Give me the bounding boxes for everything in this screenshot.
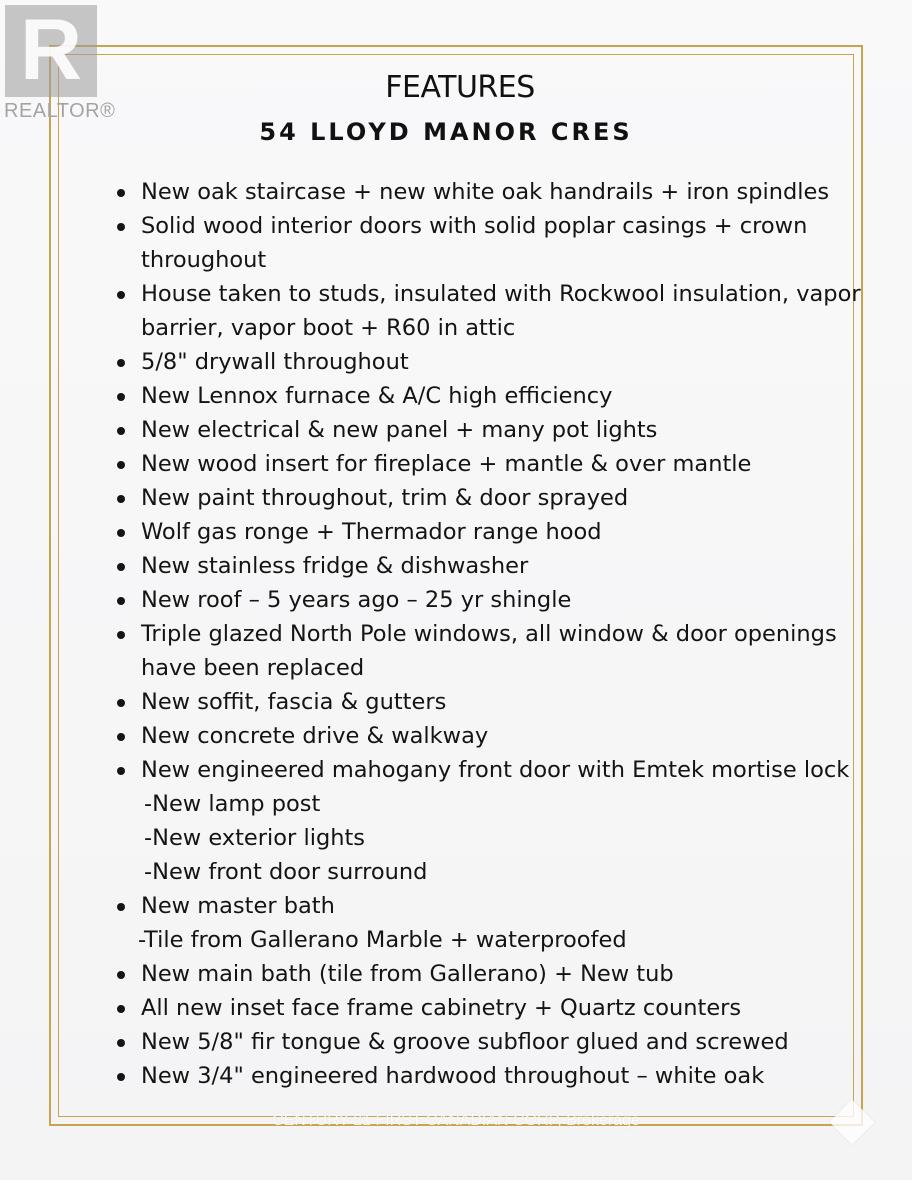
feature-text: New soffit, fascia & gutters xyxy=(141,689,447,715)
feature-text: New electrical & new panel + many pot lights xyxy=(141,417,658,443)
bullet-icon xyxy=(117,1073,125,1081)
bullet-icon xyxy=(117,733,125,741)
feature-text: New engineered mahogany front door with Emtek mortise lock xyxy=(141,757,850,783)
bullet-icon xyxy=(117,563,125,571)
feature-text: Solid wood interior doors with solid poplar casings + crown xyxy=(141,213,808,239)
bullet-icon xyxy=(117,359,125,367)
feature-text: New paint throughout, trim & door sprayed xyxy=(141,485,629,511)
features-list xyxy=(0,175,912,1093)
feature-text: New Lennox furnace & A/C high efficiency xyxy=(141,383,613,409)
bullet-icon xyxy=(117,223,125,231)
feature-row xyxy=(0,481,912,515)
feature-text: -New front door surround xyxy=(144,859,428,885)
feature-text: throughout xyxy=(141,247,267,273)
feature-row xyxy=(0,617,912,651)
bullet-icon xyxy=(117,495,125,503)
feature-row xyxy=(0,753,912,787)
feature-row xyxy=(0,413,912,447)
feature-text: Wolf gas ronge + Thermador range hood xyxy=(141,519,602,545)
bullet-icon xyxy=(117,597,125,605)
bullet-icon xyxy=(117,461,125,469)
bullet-icon xyxy=(117,971,125,979)
feature-row xyxy=(0,311,912,345)
feature-row xyxy=(0,1025,912,1059)
bullet-icon xyxy=(117,1039,125,1047)
bullet-icon xyxy=(117,767,125,775)
feature-text: New wood insert for fireplace + mantle & over mantle xyxy=(141,451,752,477)
feature-row xyxy=(0,277,912,311)
feature-row xyxy=(0,821,912,855)
feature-text: -New lamp post xyxy=(144,791,321,817)
bullet-icon xyxy=(117,189,125,197)
feature-text: House taken to studs, insulated with Rockwool insulation, vapor xyxy=(141,281,861,307)
bullet-icon xyxy=(117,291,125,299)
feature-row xyxy=(0,175,912,209)
feature-row xyxy=(0,583,912,617)
realtor-logo-letter: R xyxy=(19,2,83,98)
feature-row xyxy=(0,991,912,1025)
realtor-logo xyxy=(0,0,116,128)
feature-text: New concrete drive & walkway xyxy=(141,723,489,749)
feature-row xyxy=(0,1059,912,1093)
feature-text: barrier, vapor boot + R60 in attic xyxy=(141,315,516,341)
bullet-icon xyxy=(117,699,125,707)
feature-text: All new inset face frame cabinetry + Quartz counters xyxy=(141,995,742,1021)
feature-row xyxy=(0,549,912,583)
feature-text: New oak staircase + new white oak handrails + iron spindles xyxy=(141,179,830,205)
feature-row xyxy=(0,889,912,923)
feature-text: New master bath xyxy=(141,893,335,919)
feature-row xyxy=(0,345,912,379)
feature-row xyxy=(0,379,912,413)
feature-row xyxy=(0,651,912,685)
feature-row xyxy=(0,787,912,821)
bullet-icon xyxy=(117,529,125,537)
feature-text: -New exterior lights xyxy=(144,825,366,851)
bullet-icon xyxy=(117,1005,125,1013)
feature-text: New 5/8" fir tongue & groove subfloor glued and screwed xyxy=(141,1029,789,1055)
feature-row xyxy=(0,209,912,243)
feature-row xyxy=(0,719,912,753)
page-title: FEATURES xyxy=(385,70,535,105)
feature-row xyxy=(0,855,912,889)
bullet-icon xyxy=(117,631,125,639)
feature-text: New main bath (tile from Gallerano) + New tub xyxy=(141,961,674,987)
feature-row xyxy=(0,515,912,549)
feature-text: have been replaced xyxy=(141,655,365,681)
feature-row xyxy=(0,243,912,277)
bullet-icon xyxy=(117,393,125,401)
feature-row xyxy=(0,447,912,481)
feature-text: New roof – 5 years ago – 25 yr shingle xyxy=(141,587,572,613)
feature-text: Triple glazed North Pole windows, all window & door openings xyxy=(141,621,837,647)
feature-row xyxy=(0,957,912,991)
feature-text: New 3/4" engineered hardwood throughout – white oak xyxy=(141,1063,765,1089)
feature-row xyxy=(0,685,912,719)
feature-row xyxy=(0,923,912,957)
property-address: 54 LLOYD MANOR CRES xyxy=(259,118,633,146)
feature-text: New stainless fridge & dishwasher xyxy=(141,553,529,579)
realtor-wordmark: REALTOR® xyxy=(4,100,116,122)
bullet-icon xyxy=(117,903,125,911)
bullet-icon xyxy=(117,427,125,435)
brokerage-watermark: CENTURY 21 FIRST CANADIAN CORP, Brokerage xyxy=(272,1112,640,1129)
feature-text: -Tile from Gallerano Marble + waterproofed xyxy=(138,927,627,953)
feature-text: 5/8" drywall throughout xyxy=(141,349,409,375)
